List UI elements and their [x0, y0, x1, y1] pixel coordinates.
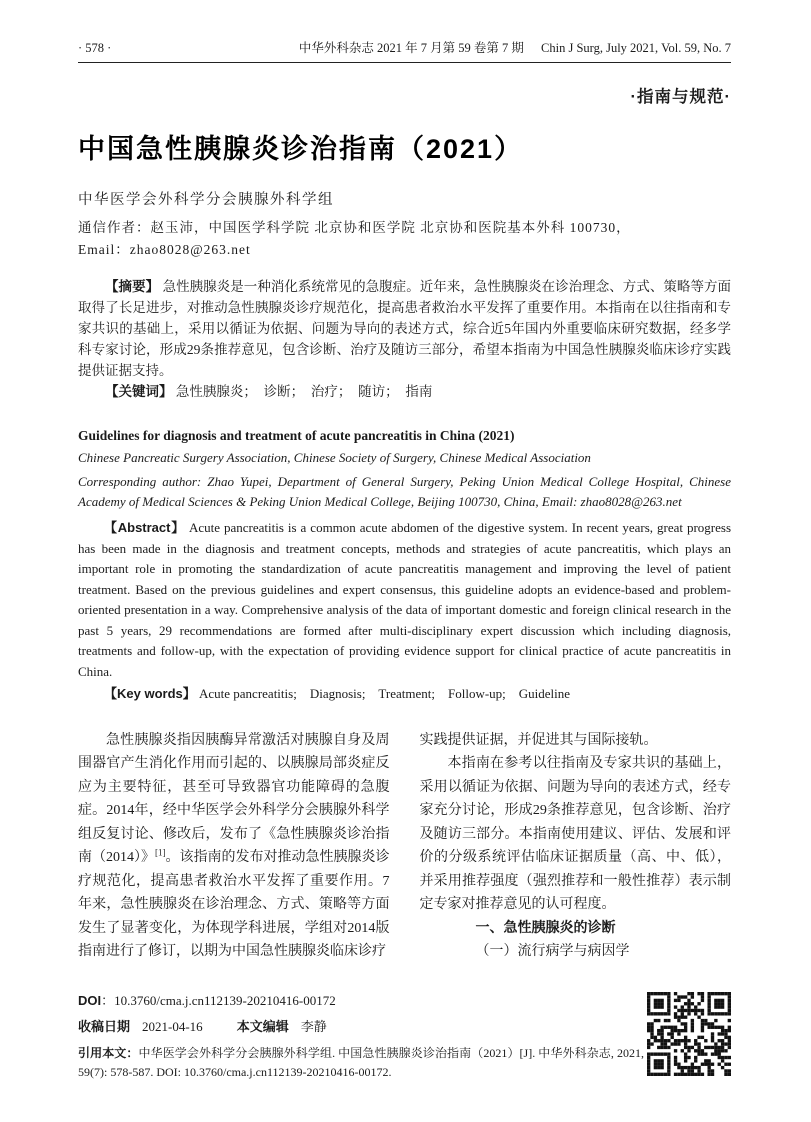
body-paragraph-continuation: 实践提供证据，并促进其与国际接轨。 — [419, 732, 658, 748]
doi-line — [78, 990, 644, 1009]
english-title: Guidelines for diagnosis and treatment of acute pancreatitis in China (2021) — [78, 428, 515, 443]
received-line — [78, 1016, 644, 1035]
body-paragraph-text: 。该指南的发布对推动急性胰腺炎诊疗规范化，提高患者救治水平发挥了重要作用。7年来，急性胰腺炎在诊治理念、方式、策略等方面发生了显著变化，为体现学科进展，学组对2014版指南进行了修订，以期为中国急性胰腺炎临床诊疗 — [78, 850, 390, 959]
english-block — [78, 428, 731, 705]
journal-info — [299, 38, 731, 56]
editor-value: 李静 — [300, 1018, 327, 1034]
citation-label: 引用本文： — [78, 1045, 139, 1060]
section-heading-2: （一）流行病学与病因学 — [475, 944, 630, 959]
left-column — [78, 729, 390, 964]
doi-value: ：10.3760/cma.j.cn112139-20210416-00172 — [101, 992, 336, 1008]
page-header — [78, 38, 731, 63]
author-group: 中华医学会外科学分会胰腺外科学组 — [78, 192, 334, 208]
english-author-group: Chinese Pancreatic Surgery Association, Chinese Society of Surgery, Chinese Medical Association — [78, 450, 591, 465]
english-correspondence: Corresponding author: Zhao Yupei, Department of General Surgery, Peking Union Medical College Hospital, Chinese Academy of Medical Sciences & Peking Union Medical College, Beijing 100730, China, Email: zhao8028@263.net — [78, 474, 731, 509]
section-heading-1: 一、急性胰腺炎的诊断 — [475, 920, 616, 936]
footer-text — [78, 990, 644, 1082]
qr-code — [647, 992, 731, 1076]
abstract-zh — [78, 276, 731, 381]
keywords-zh-text: 急性胰腺炎； 诊断； 治疗； 随访； 指南 — [175, 384, 433, 399]
article-title: 中国急性胰腺炎诊治指南（2021） — [78, 134, 524, 164]
abstract-zh-text: 急性胰腺炎是一种消化系统常见的急腹症。近年来，急性胰腺炎在诊治理念、方式、策略等方面取得了长足进步，对推动急性胰腺炎诊疗规范化，提高患者救治水平发挥了重要作用。本指南在以往指南和专家共识的基础上，采用以循证为依据、问题为导向的表述方式，综合近5年国内外重要临床研究数据，经多学科专家讨论，形成29条推荐意见，包含诊断、治疗及随访三部分，希望本指南为中国急性胰腺炎临床诊疗实践提供证据支持。 — [78, 279, 732, 378]
keywords-en-label: 【Key words】 — [104, 686, 196, 701]
keywords-en — [78, 684, 731, 705]
abstract-en — [78, 518, 731, 682]
keywords-en-text: Acute pancreatitis; Diagnosis; Treatment; Follow-up; Guideline — [199, 686, 571, 701]
keywords-zh-label: 【关键词】 — [105, 384, 173, 399]
correspondence-line: 通信作者：赵玉沛，中国医学科学院 北京协和医学院 北京协和医院基本外科 100730， — [78, 220, 631, 235]
footer — [78, 990, 731, 1082]
doi-label: DOI — [78, 992, 102, 1008]
citation — [78, 1044, 644, 1082]
journal-info-en: Chin J Surg, July 2021, Vol. 59, No. 7 — [541, 41, 731, 55]
body-paragraph-text: 急性胰腺炎指因胰酶异常激活对胰腺自身及周围器官产生消化作用而引起的、以胰腺局部炎症反应为主要特征，甚至可导致器官功能障碍的急腹症。2014年，经中华医学会外科学分会胰腺外科学组反复讨论、修改后，发布了《急性胰腺炎诊治指南（2014）》 — [78, 732, 390, 865]
reference-mark: [1] — [155, 847, 166, 858]
right-column — [420, 729, 732, 964]
received-label: 收稿日期 — [78, 1018, 131, 1034]
abstract-zh-label: 【摘要】 — [105, 279, 160, 294]
keywords-zh — [78, 381, 731, 402]
section-label: ·指南与规范· — [630, 88, 731, 106]
abstract-en-text: Acute pancreatitis is a common acute abdomen of the digestive system. In recent years, great progress has been made in the diagnosis and treatment concepts, methods and strategies of acute pancreatitis, which plays an important role in promoting the standardization of acute pancreatitis management and improving the level of patient treatment. Based on the previous guidelines and expert consensus, this guideline adopts an evidence-based and problem-oriented presentation in a way. Comprehensive analysis of the data of important domestic and foreign clinical research in the past 5 years, 29 recommendations are formed after multi-disciplinary expert discussion which including diagnosis, treatments and follow-up, with the expectation of providing evidence support for clinical practice of acute pancreatitis in China. — [78, 520, 732, 679]
correspondence-block — [78, 217, 731, 261]
citation-text: 中华医学会外科学分会胰腺外科学组. 中国急性胰腺炎诊治指南（2021）[J]. 中华外科杂志, 2021, 59(7): 578-587. DOI: 10.3760/cma.j.cn112139-20210416-00172. — [78, 1045, 644, 1079]
page-number: · 578 · — [78, 41, 112, 55]
email-line: Email：zhao8028@263.net — [78, 242, 251, 257]
abstract-en-label: 【Abstract】 — [104, 520, 185, 535]
journal-info-zh: 中华外科杂志 2021 年 7 月第 59 卷第 7 期 — [298, 41, 524, 55]
body-columns — [78, 729, 731, 964]
received-value: 2021-04-16 — [142, 1018, 203, 1034]
body-paragraph — [78, 729, 390, 964]
body-paragraph: 本指南在参考以往指南及专家共识的基础上，采用以循证为依据、问题为导向的表述方式，经专家充分讨论，形成29条推荐意见，包含诊断、治疗及随访三部分。本指南使用建议、评估、发展和评价的分级系统评估临床证据质量（高、中、低），并采用推荐强度（强烈推荐和一般性推荐）表示制定专家对推荐意见的认可程度。 — [419, 756, 731, 912]
editor-label: 本文编辑 — [236, 1018, 289, 1034]
